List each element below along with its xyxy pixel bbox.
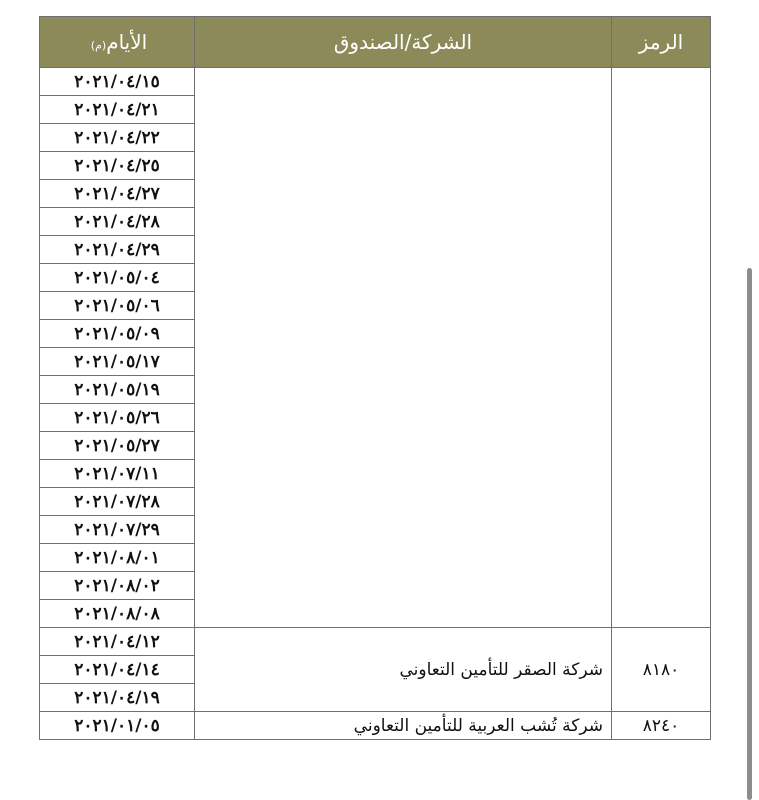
date-cell: ٢٠٢١/٠٥/١٩: [40, 376, 195, 404]
date-cell: ٢٠٢١/٠٤/٢٨: [40, 208, 195, 236]
company-cell: شركة الصقر للتأمين التعاوني: [195, 628, 612, 712]
company-cell: شركة تُشب العربية للتأمين التعاوني: [195, 712, 612, 740]
code-cell: ٨١٨٠: [612, 628, 711, 712]
date-cell: ٢٠٢١/٠٥/٢٧: [40, 432, 195, 460]
dates-table: [39, 16, 711, 740]
date-cell: ٢٠٢١/٠٤/١٤: [40, 656, 195, 684]
header-company: الشركة/الصندوق: [195, 17, 612, 68]
date-cell: ٢٠٢١/٠٤/٢٥: [40, 152, 195, 180]
table-row: [40, 628, 711, 656]
date-cell: ٢٠٢١/٠٥/٠٩: [40, 320, 195, 348]
header-days-label: الأيام: [106, 30, 148, 54]
header-days-unit: (م): [90, 39, 107, 52]
date-cell: ٢٠٢١/٠٧/١١: [40, 460, 195, 488]
date-cell: ٢٠٢١/٠٤/٢٧: [40, 180, 195, 208]
date-cell: ٢٠٢١/٠٥/٢٦: [40, 404, 195, 432]
date-cell: ٢٠٢١/٠٨/٠٨: [40, 600, 195, 628]
date-cell: ٢٠٢١/٠٥/١٧: [40, 348, 195, 376]
date-cell: ٢٠٢١/٠٧/٢٨: [40, 488, 195, 516]
date-cell: ٢٠٢١/٠٤/١٢: [40, 628, 195, 656]
date-cell: ٢٠٢١/٠٤/١٩: [40, 684, 195, 712]
date-cell: ٢٠٢١/٠٤/٢٩: [40, 236, 195, 264]
code-cell: ٨٢٤٠: [612, 712, 711, 740]
date-cell: ٢٠٢١/٠٨/٠١: [40, 544, 195, 572]
table-row: [40, 712, 711, 740]
table-body: [40, 68, 711, 740]
date-cell: ٢٠٢١/٠٥/٠٤: [40, 264, 195, 292]
scrollbar[interactable]: [747, 268, 752, 800]
code-cell: [612, 68, 711, 628]
date-cell: ٢٠٢١/٠٤/٢٢: [40, 124, 195, 152]
date-cell: ٢٠٢١/٠٤/١٥: [40, 68, 195, 96]
company-cell: [195, 68, 612, 628]
date-cell: ٢٠٢١/٠٨/٠٢: [40, 572, 195, 600]
date-cell: ٢٠٢١/٠٤/٢١: [40, 96, 195, 124]
date-cell: ٢٠٢١/٠٥/٠٦: [40, 292, 195, 320]
date-cell: ٢٠٢١/٠١/٠٥: [40, 712, 195, 740]
date-cell: ٢٠٢١/٠٧/٢٩: [40, 516, 195, 544]
table-row: [40, 68, 711, 96]
header-code: الرمز: [612, 17, 711, 68]
header-days: [40, 17, 195, 68]
table-header-row: [40, 17, 711, 68]
